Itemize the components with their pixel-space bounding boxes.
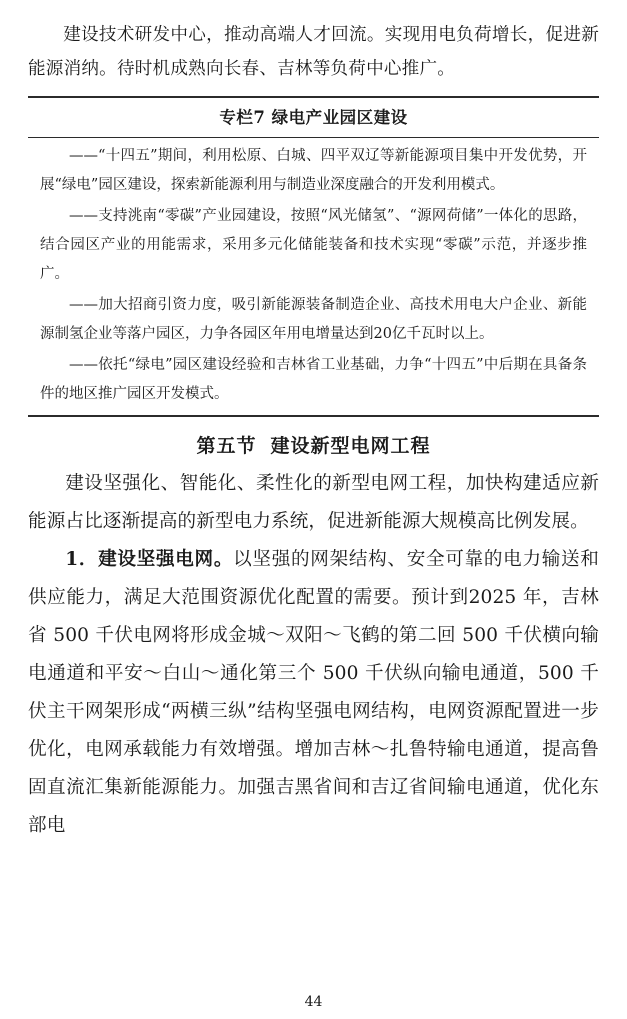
section-title: 建设新型电网工程 bbox=[270, 435, 431, 457]
feature-box-item: ——依托“绿电”园区建设经验和吉林省工业基础，力争“十四五”中后期在具备条件的地区推广园区开发模式。 bbox=[40, 357, 587, 402]
section-heading bbox=[28, 427, 599, 465]
feature-box-item: ——支持洮南“零碳”产业园建设，按照“风光储氢”、“源网荷储”一体化的思路，结合园区产业的用能需求，采用多元化储能装备和技术实现“零碳”示范，并逐步推广。 bbox=[40, 208, 587, 282]
page-number: 44 bbox=[304, 994, 323, 1010]
feature-box-title: 专栏7 绿电产业园区建设 bbox=[28, 98, 599, 138]
numbered-item-label: 1．建设坚强电网。 bbox=[65, 549, 234, 570]
top-paragraph: 建设技术研发中心，推动高端人才回流。实现用电负荷增长，促进新能源消纳。待时机成熟向长春、吉林等负荷中心推广。 bbox=[28, 25, 599, 79]
section-number: 第五节 bbox=[196, 435, 257, 457]
section-paragraph: 建设坚强化、智能化、柔性化的新型电网工程，加快构建适应新能源占比逐渐提高的新型电力系统，促进新能源大规模高比例发展。 bbox=[28, 473, 599, 532]
feature-box-item: ——“十四五”期间，利用松原、白城、四平双辽等新能源项目集中开发优势，开展“绿电”园区建设，探索新能源利用与制造业深度融合的开发利用模式。 bbox=[40, 148, 587, 193]
feature-box bbox=[28, 96, 599, 417]
numbered-item bbox=[28, 541, 599, 845]
numbered-item-text: 以坚强的网架结构、安全可靠的电力输送和供应能力，满足大范围资源优化配置的需要。预计到2025 年，吉林省 500 千伏电网将形成金城～双阳～飞鹤的第二回 500 千伏横向输电通道和平安～白山～通化第三个 500 千伏纵向输电通道，500 千伏主干网架形成“两横三纵”结构坚强电网结构，电网资源配置进一步优化，电网承载能力有效增强。增加吉林～扎鲁特输电通道，提高鲁固直流汇集新能源能力。加强吉黑省间和吉辽省间输电通道，优化东部电 bbox=[28, 549, 599, 836]
feature-box-item: ——加大招商引资力度，吸引新能源装备制造企业、高技术用电大户企业、新能源制氢企业等落户园区，力争各园区年用电增量达到20亿千瓦时以上。 bbox=[40, 297, 587, 342]
feature-box-body bbox=[28, 138, 599, 415]
